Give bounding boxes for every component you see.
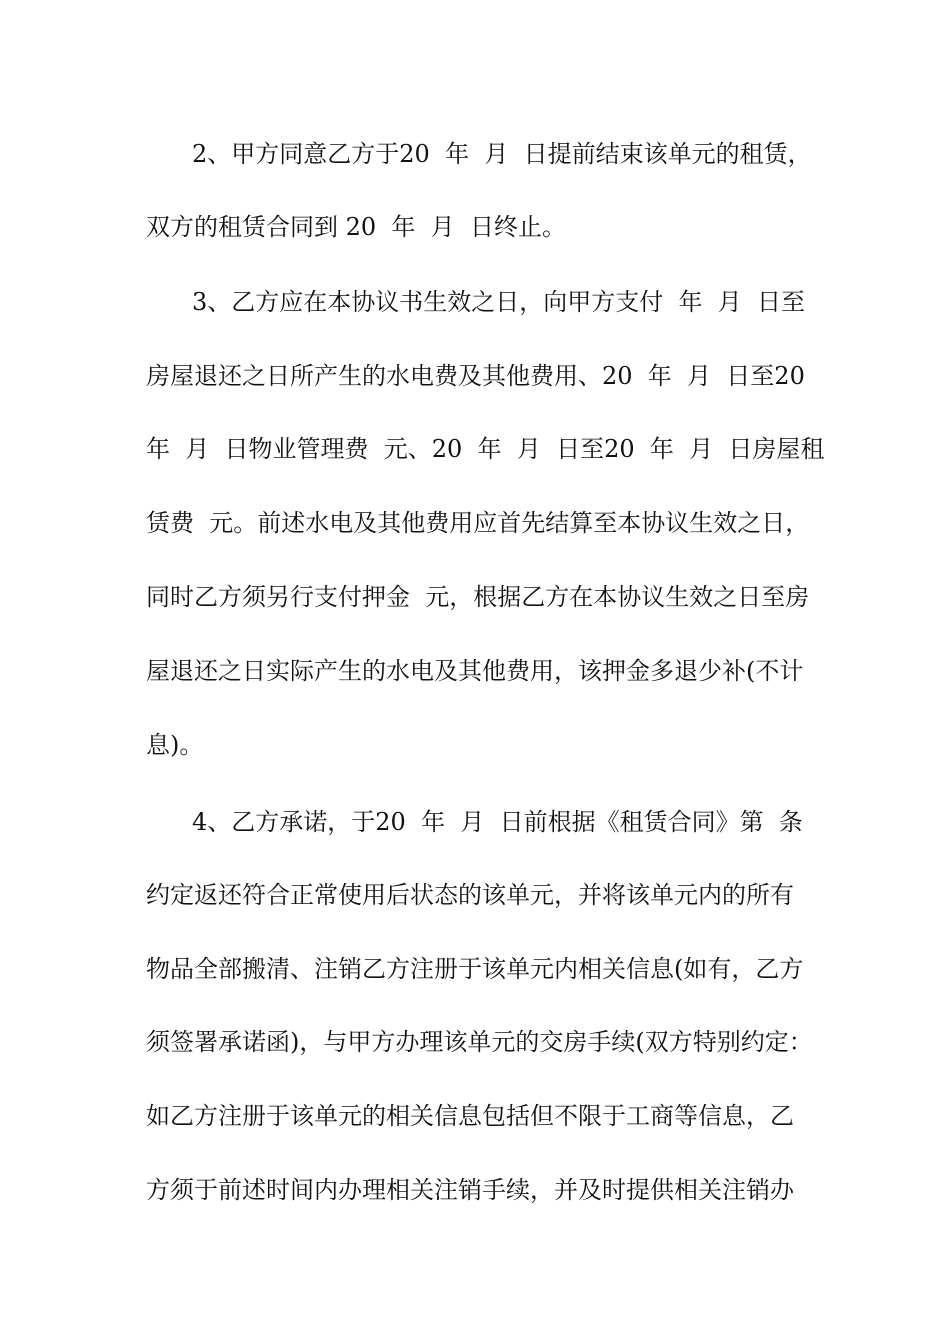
paragraph-3-line-2: 房屋退还之日所产生的水电费及其他费用、20 年 月 日至20	[146, 362, 805, 390]
paragraph-3-line-3: 年 月 日物业管理费 元、20 年 月 日至20 年 月 日房屋租	[146, 435, 825, 463]
paragraph-3-line-5: 同时乙方须另行支付押金 元，根据乙方在本协议生效之日至房	[146, 583, 810, 611]
paragraph-4-line-3: 物品全部搬清、注销乙方注册于该单元内相关信息(如有，乙方	[146, 955, 804, 983]
paragraph-4-line-2: 约定返还符合正常使用后状态的该单元，并将该单元内的所有	[146, 881, 794, 909]
paragraph-4-line-5: 如乙方注册于该单元的相关信息包括但不限于工商等信息，乙	[146, 1102, 794, 1130]
paragraph-2-line-2: 双方的租赁合同到 20 年 月 日终止。	[146, 213, 566, 241]
paragraph-3-line-7: 息)。	[146, 731, 204, 759]
paragraph-4-line-4: 须签署承诺函)，与甲方办理该单元的交房手续(双方特别约定：	[146, 1028, 813, 1056]
paragraph-4-line-6: 方须于前述时间内办理相关注销手续，并及时提供相关注销办	[146, 1176, 794, 1204]
paragraph-3-line-4: 赁费 元。前述水电及其他费用应首先结算至本协议生效之日，	[146, 509, 810, 537]
paragraph-2-line-1: 2、甲方同意乙方于20 年 月 日提前结束该单元的租赁，	[192, 140, 812, 168]
paragraph-4-line-1: 4、乙方承诺，于20 年 月 日前根据《租赁合同》第 条	[192, 808, 803, 836]
paragraph-3-line-6: 屋退还之日实际产生的水电及其他费用，该押金多退少补(不计	[146, 657, 804, 685]
paragraph-3-line-1: 3、乙方应在本协议书生效之日，向甲方支付 年 月 日至	[192, 288, 806, 316]
